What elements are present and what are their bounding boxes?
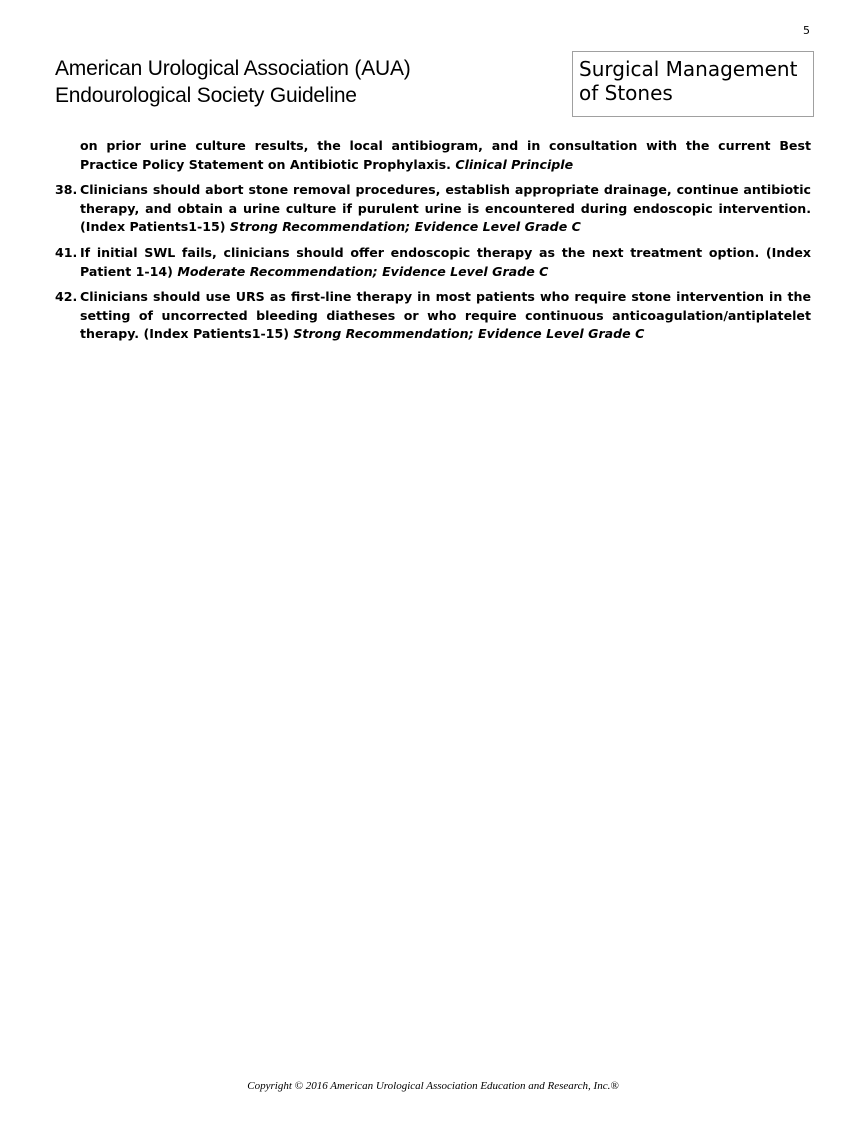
statement-grade: Clinical Principle bbox=[455, 156, 574, 172]
statement-number: 38. bbox=[55, 182, 78, 198]
statement-number: 42. bbox=[55, 289, 78, 305]
statement-text: Clinicians should abort stone removal procedures, establish appropriate drainage, continue antibiotic therapy, and obtain a urine culture if purulent urine is encountered during endoscopic intervention. (Index Patients1-15) bbox=[80, 182, 811, 235]
continued-statement bbox=[55, 137, 811, 174]
org-title-line-2: Endourological Society Guideline bbox=[55, 84, 357, 107]
guideline-statements bbox=[55, 137, 811, 344]
statement-item bbox=[55, 181, 811, 237]
page-number: 5 bbox=[803, 24, 810, 37]
statement-text: Clinicians should use URS as first-line therapy in most patients who require stone intervention in the setting of uncorrected bleeding diatheses or who require continuous anticoagulation/antiplatelet therapy. (Index Patients1-15) bbox=[80, 289, 811, 342]
statement-item bbox=[55, 288, 811, 344]
statement-number: 41. bbox=[55, 244, 78, 260]
statement-grade: Strong Recommendation; Evidence Level Grade C bbox=[293, 326, 645, 342]
statement-text: on prior urine culture results, the local antibiogram, and in consultation with the current Best Practice Policy Statement on Antibiotic Prophylaxis. bbox=[80, 138, 811, 172]
guideline-organization-title bbox=[55, 55, 411, 109]
statement-grade: Moderate Recommendation; Evidence Level Grade C bbox=[177, 263, 549, 279]
statement-item bbox=[55, 244, 811, 281]
topic-line-2: of Stones bbox=[579, 81, 673, 105]
statement-grade: Strong Recommendation; Evidence Level Grade C bbox=[229, 219, 581, 235]
statement-text: If initial SWL fails, clinicians should offer endoscopic therapy as the next treatment option. (Index Patient 1-14) bbox=[80, 244, 811, 279]
topic-line-1: Surgical Management bbox=[579, 57, 798, 81]
copyright-footer: Copyright © 2016 American Urological Association Education and Research, Inc.® bbox=[247, 1080, 619, 1092]
org-title-line-1: American Urological Association (AUA) bbox=[55, 57, 411, 80]
guideline-topic-box bbox=[572, 51, 814, 117]
